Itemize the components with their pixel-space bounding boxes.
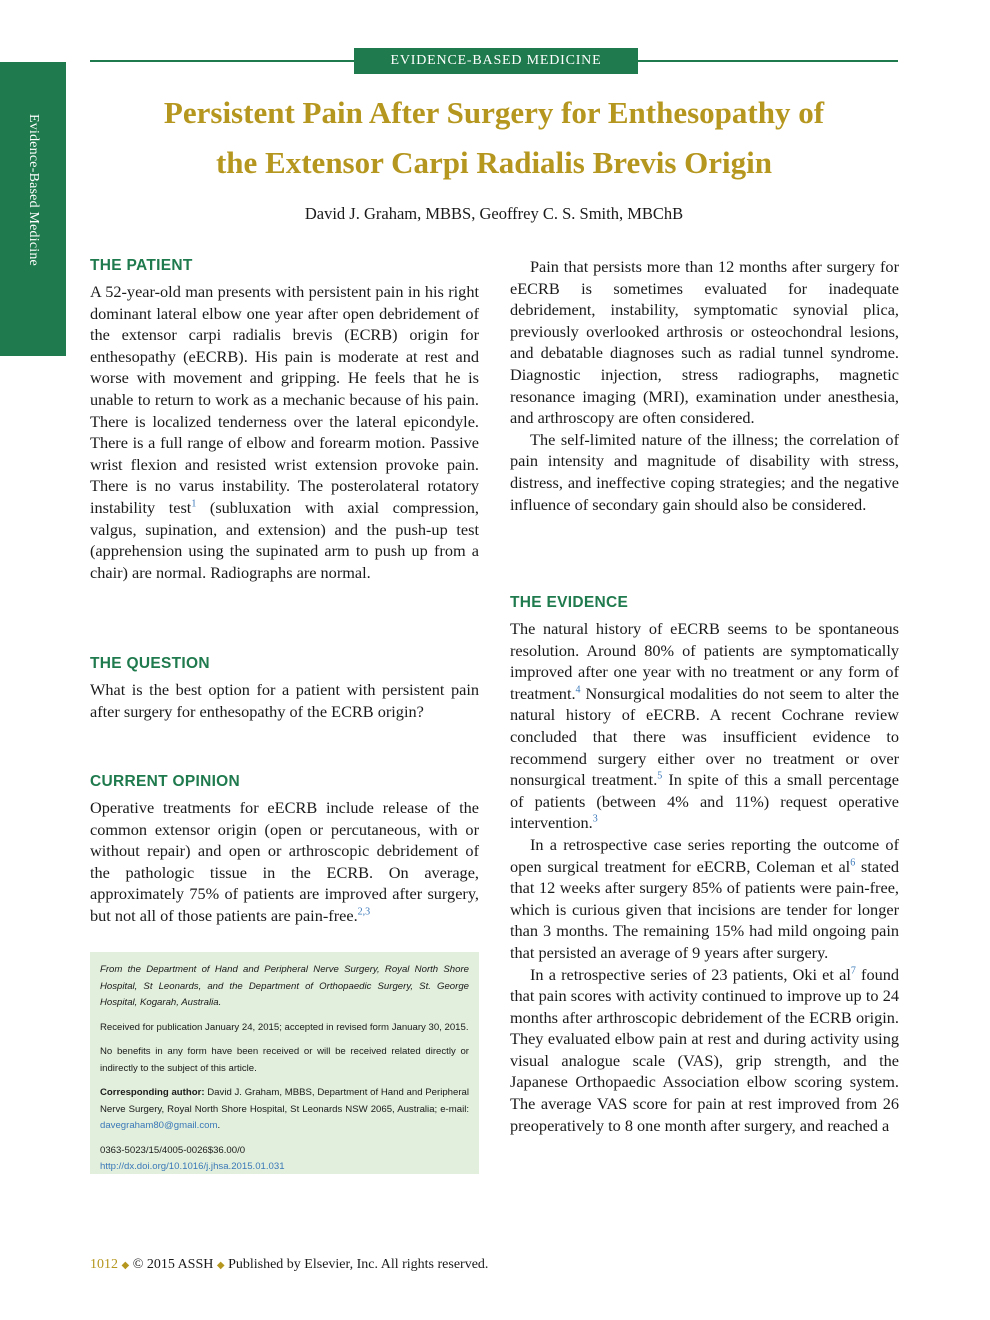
section-banner: EVIDENCE-BASED MEDICINE xyxy=(354,48,638,74)
evidence-text: The natural history of eECRB seems to be spontaneous resolution. Around 80% of patients are symptomatically improved after one year with no treatment or any form of treatment. xyxy=(510,619,899,703)
evidence-text: In a retrospective case series reporting the outcome of open surgical treatment for eECRB, Coleman et al xyxy=(510,834,899,876)
title-line-1: Persistent Pain After Surgery for Enthesopathy of xyxy=(163,95,825,130)
issn-code: 0363-5023/15/4005-0026$36.00/0 xyxy=(100,1144,246,1156)
patient-text-a: A 52-year-old man presents with persistent pain in his right dominant lateral elbow one year after open debridement of the extensor carpi radialis brevis (ECRB) origin for enthesopathy (eECRB). His pain is moderate at rest and worse with movement and gripping. He feels that he is unable to return to work as a mechanic because of his pain. There is localized tenderness over the lateral epicondyle. There is a full range of elbow and forearm motion. Passive wrist flexion and resisted wrist extension provoke pain. There is no varus instability. The posterolateral rotatory instability test xyxy=(90,282,479,517)
separator-icon: ◆ xyxy=(216,1260,225,1271)
corresponding-label: Corresponding author: xyxy=(100,1087,205,1098)
evidence-heading: THE EVIDENCE xyxy=(510,594,629,611)
opinion-paragraph xyxy=(90,797,479,927)
intro-paragraph-1: Pain that persists more than 12 months after surgery for eECRB is sometimes evaluated for inadequate debridement, instability, symptomatic synovial plica, previously overlooked arthrosis or osteochondral lesions, and debatable diagnoses such as radial tunnel syndrome. Diagnostic injection, stress radiographs, magnetic resonance imaging (MRI), examination under anesthesia, and arthroscopy are often considered. xyxy=(510,257,899,428)
evidence-paragraph-3 xyxy=(510,964,899,1137)
received-date: Received for publication January 24, 2015; accepted in revised form January 30, 2015. xyxy=(100,1021,469,1033)
page-number: 1012 xyxy=(90,1257,118,1272)
email-link[interactable]: davegraham80@gmail.com xyxy=(100,1120,218,1131)
doi-link[interactable]: http://dx.doi.org/10.1016/j.jhsa.2015.01.031 xyxy=(100,1161,285,1172)
affiliation-from: From the Department of Hand and Peripheral Nerve Surgery, Royal North Shore Hospital, St Leonards, and the Department of Orthopaedic Surgery, St. George Hospital, Kogarah, Australia. xyxy=(100,964,469,1008)
evidence-paragraph-2 xyxy=(510,834,899,964)
question-section xyxy=(90,679,479,722)
evidence-text: stated that 12 weeks after surgery 85% of patients were pain-free, which is curious given that incisions are tender for longer than 3 months. The remaining 15% had mild ongoing pain that persisted an average of 9 years after surgery. xyxy=(510,856,899,962)
copyright-text: © 2015 ASSH xyxy=(132,1257,214,1272)
article-title xyxy=(90,88,898,188)
citation-link[interactable]: 1 xyxy=(191,498,197,510)
patient-paragraph xyxy=(90,281,479,583)
author-list: David J. Graham, MBBS, Geoffrey C. S. Smith, MBChB xyxy=(304,204,684,223)
intro-paragraph-2: The self-limited nature of the illness; the correlation of pain intensity and magnitude of disability with stress, distress, and ineffective coping strategies; and the negative influence of secondary gain should also be considered. xyxy=(510,429,899,514)
citation-link[interactable]: 7 xyxy=(850,965,856,977)
intro-section xyxy=(510,256,899,515)
separator-icon: ◆ xyxy=(121,1260,130,1271)
patient-heading: THE PATIENT xyxy=(90,257,193,274)
evidence-section xyxy=(510,618,899,1136)
evidence-text: In a retrospective series of 23 patients, Oki et al xyxy=(530,964,851,984)
evidence-text: Nonsurgical modalities do not seem to alter the natural history of eECRB. A recent Cochrane review concluded that there was insufficient evidence to recommend surgery either over no treatment or over nonsurgical treatment. xyxy=(510,683,899,790)
patient-section xyxy=(90,281,479,583)
opinion-text: Operative treatments for eECRB include release of the common extensor origin (open or percutaneous, with or without repair) and open or arthroscopic debridement of the pathologic tissue in the ECRB. On average, approximately 75% of patients are improved after surgery, but not all of those patients are pain-free. xyxy=(90,798,479,925)
patient-text-b: (subluxation with axial compression, valgus, supination, and extension) and the push-up test (apprehension using the supinated arm to push up from a chair) are normal. Radiographs are normal. xyxy=(90,497,479,582)
citation-link[interactable]: 6 xyxy=(850,857,856,869)
citation-link[interactable]: 5 xyxy=(657,770,663,782)
affiliation-box xyxy=(90,952,479,1174)
citation-link[interactable]: 4 xyxy=(575,684,581,696)
sidebar-tab xyxy=(0,62,66,356)
citation-link[interactable]: 2,3 xyxy=(357,906,371,918)
corresponding-text: David J. Graham, MBBS, Department of Hand and Peripheral Nerve Surgery, Royal North Shore Hospital, St Leonards NSW 2065, Australia; e-mail: xyxy=(100,1087,470,1115)
title-line-2: the Extensor Carpi Radialis Brevis Origin xyxy=(215,145,773,180)
sidebar-label: Evidence-Based Medicine xyxy=(26,114,41,266)
question-heading: THE QUESTION xyxy=(90,655,210,672)
citation-link[interactable]: 3 xyxy=(592,813,598,825)
corresponding-author xyxy=(100,1085,469,1135)
corresponding-end: . xyxy=(217,1120,221,1131)
opinion-heading: CURRENT OPINION xyxy=(90,773,241,790)
evidence-paragraph-1 xyxy=(510,618,899,834)
publisher-text: Published by Elsevier, Inc. All rights reserved. xyxy=(228,1257,489,1272)
evidence-text: In spite of this a small percentage of patients (between 4% and 11%) request operative intervention. xyxy=(510,770,899,833)
question-paragraph: What is the best option for a patient with persistent pain after surgery for enthesopathy of the ECRB origin? xyxy=(90,680,479,721)
benefits-statement: No benefits in any form have been received or will be received related directly or indirectly to the subject of this article. xyxy=(100,1046,469,1074)
page-footer xyxy=(90,1257,488,1273)
opinion-section xyxy=(90,797,479,927)
evidence-text: found that pain scores with activity continued to improve up to 24 months after arthroscopic debridement of the ECRB origin. They evaluated elbow pain at rest and during activity using visual analogue scale (VAS), grip strength, and the Japanese Orthopaedic Association elbow scoring system. The average VAS score for pain at rest improved from 26 preoperatively to 8 one month after surgery, and reached a xyxy=(510,964,900,1135)
